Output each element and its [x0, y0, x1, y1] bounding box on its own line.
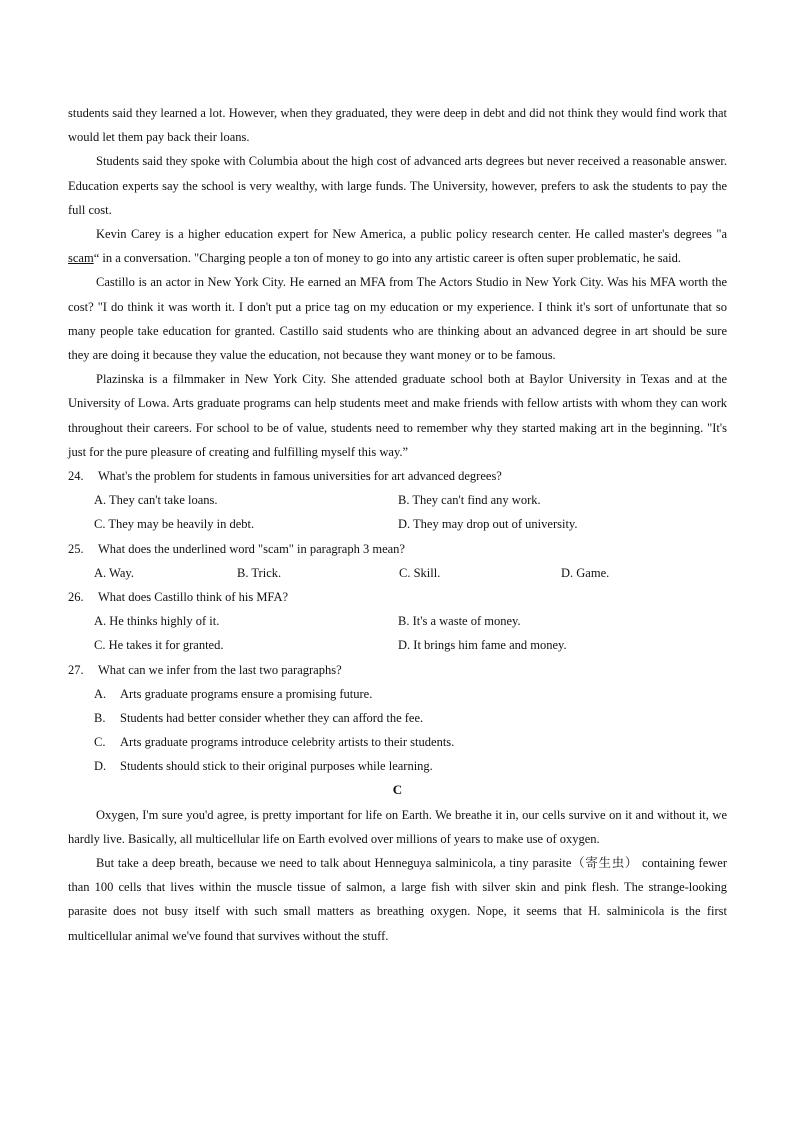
option-a[interactable]: A. They can't take loans. [94, 493, 218, 508]
text-fragment: Kevin Carey is a higher education expert for New America, a public policy research center. He called master's degrees "a [96, 227, 727, 242]
options-row [68, 633, 727, 657]
question-stem: What does Castillo think of his MFA? [98, 589, 289, 604]
question-number: 27. [68, 662, 84, 677]
options-row [68, 512, 727, 536]
passage-paragraph-scam [68, 222, 727, 270]
option-text: Arts graduate programs introduce celebrity artists to their students. [120, 735, 455, 750]
option-b[interactable]: B. They can't find any work. [398, 493, 541, 508]
text-fragment: “ in a conversation. "Charging people a ton of money to go into any artistic career is often super problematic, he said. [93, 251, 682, 266]
option-a[interactable] [68, 682, 727, 706]
question-25 [68, 537, 727, 561]
option-b[interactable] [68, 706, 727, 730]
passage-paragraph: Students said they spoke with Columbia about the high cost of advanced arts degrees but never received a reasonable answer. Education experts say the school is very wealthy, with large funds. The University, however, prefers to ask the students to pay the full cost. [68, 154, 727, 217]
option-b[interactable]: B. It's a waste of money. [398, 614, 521, 629]
passage-paragraph: Plazinska is a filmmaker in New York City. She attended graduate school both at Baylor University in Texas and at the University of Lowa. Arts graduate programs can help students meet and make friends with fellow artists with whom they can work throughout their careers. For school to be of value, students need to remember why they started making art in the beginning. "It's just for the pure pleasure of creating and fulfilling myself this way.” [68, 372, 727, 459]
option-b[interactable]: B. Trick. [237, 565, 282, 580]
option-text: Arts graduate programs ensure a promising future. [120, 686, 373, 701]
option-d[interactable]: D. They may drop out of university. [398, 517, 578, 532]
section-heading: C [392, 782, 403, 798]
passage-paragraph: But take a deep breath, because we need to talk about Henneguya salminicola, a tiny parasite（寄生虫） containing fewer than 100 cells that lives within the muscle tissue of salmon, a large fish with silver skin and pink flesh. The strange-looking parasite does not busy itself with such small matters as breathing oxygen. Nope, it seems that H. salminicola is the first multicellular animal we've found that survives without the stuff. [68, 856, 727, 943]
option-text: Students had better consider whether they can afford the fee. [120, 710, 424, 725]
option-c[interactable]: C. They may be heavily in debt. [94, 517, 255, 532]
options-row [68, 488, 727, 512]
passage-paragraph: Castillo is an actor in New York City. He earned an MFA from The Actors Studio in New York City. Was his MFA worth the cost? "I do think it was worth it. I don't put a price tag on my education or my experience. I think it's sort of unfortunate that so many people take education for granted. Castillo said students who are thinking about an advanced degree in art should be sure they are doing it because they value the education, not because they want money or to be famous. [68, 275, 727, 363]
passage-paragraph: Oxygen, I'm sure you'd agree, is pretty important for life on Earth. We breathe it in, our cells survive on it and without it, we hardly live. Basically, all multicellular life on Earth evolved over millions of years to make use of oxygen. [68, 807, 727, 846]
options-row [68, 609, 727, 633]
option-c[interactable] [68, 730, 727, 754]
question-stem: What does the underlined word "scam" in paragraph 3 mean? [98, 541, 405, 556]
question-number: 24. [68, 469, 84, 484]
question-stem: What's the problem for students in famous universities for art advanced degrees? [98, 469, 502, 484]
option-letter: B. [94, 710, 106, 725]
option-d[interactable]: D. Game. [561, 565, 610, 580]
option-a[interactable]: A. He thinks highly of it. [94, 614, 220, 629]
options-row [68, 561, 727, 585]
option-c[interactable]: C. He takes it for granted. [94, 638, 224, 653]
question-27 [68, 658, 727, 682]
option-d[interactable]: D. It brings him fame and money. [398, 638, 567, 653]
option-letter: C. [94, 735, 106, 750]
question-24 [68, 464, 727, 488]
question-26 [68, 585, 727, 609]
question-number: 26. [68, 589, 84, 604]
exam-page [68, 101, 727, 948]
option-letter: D. [94, 759, 107, 774]
option-letter: A. [94, 686, 107, 701]
option-a[interactable]: A. Way. [94, 565, 134, 580]
option-c[interactable]: C. Skill. [399, 565, 441, 580]
question-stem: What can we infer from the last two paragraphs? [98, 662, 342, 677]
passage-paragraph: students said they learned a lot. However, when they graduated, they were deep in debt and did not think they would find work that would let them pay back their loans. [68, 106, 727, 145]
question-number: 25. [68, 541, 84, 556]
underlined-word-scam: scam [68, 251, 94, 266]
option-text: Students should stick to their original purposes while learning. [120, 759, 433, 774]
option-d[interactable] [68, 754, 727, 778]
